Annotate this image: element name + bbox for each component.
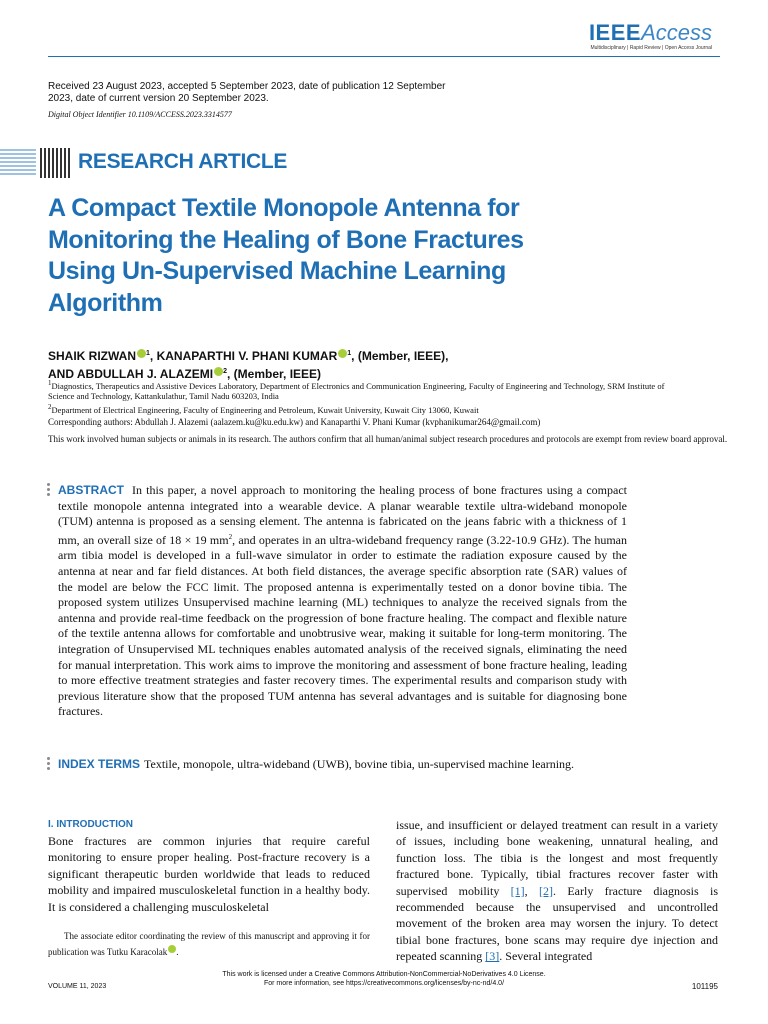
article-title: A Compact Textile Monopole Antenna for Monitoring the Healing of Bone Fractures Using Un-Supervised Machine Learning Algorithm [48,194,524,317]
section-heading: I. INTRODUCTION [48,819,133,830]
affiliation-1 [48,378,688,402]
body-text: . Early fracture diagnosis is recommended because the unsupervised and uncontrolled movement of the broken area may worsen the injury. To detect tibial bone fractures, bone scans may require dye injection and repeated scanning [396,883,718,964]
citation-link[interactable]: [1] [510,883,525,898]
orcid-icon[interactable] [214,367,223,376]
affiliation-text: Department of Electrical Engineering, Faculty of Engineering and Petroleum, Kuwait University, Kuwait City 13060, Kuwait [51,404,479,415]
received-dates: Received 23 August 2023, accepted 5 September 2023, date of publication 12 September 2023, date of current version 20 September 2023. [48,81,446,104]
license-line-2[interactable]: For more information, see https://creativecommons.org/licenses/by-nc-nd/4.0/ [263,980,505,987]
abstract-marker [47,483,50,498]
author-name: , KANAPARTHI V. PHANI KUMAR [149,349,338,363]
doi: Digital Object Identifier 10.1109/ACCESS.2023.3314577 [48,110,232,119]
affiliation-number: 1 [48,379,52,387]
affiliation-mark: 2 [223,368,228,375]
affiliation-mark: 1 [146,350,150,357]
author-role: , (Member, IEEE), [351,349,449,363]
logo-access: Access [641,20,712,45]
index-terms-text: Textile, monopole, ultra-wideband (UWB), bovine tibia, un-supervised machine learning. [144,757,575,771]
footnote-end: . [176,947,179,957]
logo-ieee: IEEE [588,20,642,45]
intro-left-column: Bone fractures are common injuries that require careful monitoring to ensure proper healing. Post-fracture recovery is a significant therapeutic burden worldwide that leads to reduced mobility and impaired musculoskeletal function in a healthy body. It is considered a challenging musculoskeletal [48,834,370,914]
affiliation-2 [48,402,688,415]
editor-footnote [48,928,370,960]
affiliation-mark: 1 [347,350,352,357]
index-terms [58,757,698,772]
index-terms-marker [47,757,50,772]
superscript: 2 [228,532,233,541]
intro-right-column [396,817,718,965]
author-list [48,346,568,382]
abstract-text-cont: , and operates in an ultra-wideband frequency range (3.22-10.9 GHz). The human arm tibia model is developed in a full-wave simulator in order to estimate the radiation exposure caused by the antenna at near and far field distances. At both field distances, the average specific absorption rate (SAR) values of the model are below the FCC limit. The proposed antenna is experimentally tested on a donor bovine tibia. The proposed system utilizes Unsupervised machine learning (ML) techniques to analyze the received signals from the antenna and provide real-time feedback on the progression of bone fracture healing. The compact and flexible nature of the textile antenna allows for comfortable and unobtrusive wear, making it suitable for long-term monitoring. The integration of Unsupervised ML techniques enables automated analysis of the received signals, eliminating the need for manual interpretation. This work aims to improve the monitoring and assessment of bone fracture healing, leading to more effective treatment strategies and faster recovery times. The experimental results and comparison study with previous literature show that the proposed TUM antenna has several advantages and is suitable for diagnosing bone fractures. [58,532,627,719]
page-number: 101195 [691,982,718,991]
abstract-label: ABSTRACT [58,483,124,497]
affiliation-text: Diagnostics, Therapeutics and Assistive Devices Laboratory, Department of Electronics and Communication Engineering, Faculty of Engineering and Technology, SRM Institute of Science and Technology, Kattankulathur, Tamil Nadu 603203, India [48,380,665,402]
author-name: AND ABDULLAH J. ALAZEMI [48,367,214,381]
affiliation-number: 2 [48,402,52,411]
license-line-1: This work is licensed under a Creative Commons Attribution-NonCommercial-NoDerivatives 4.0 License. [222,971,546,978]
article-type: RESEARCH ARTICLE [78,150,288,173]
abstract [58,483,627,720]
body-text: issue, and insufficient or delayed treatment can result in a variety of issues, including bone weakening, unnatural healing, and function loss. The tibia is the longest and most frequently fractured bone. Typically, tibial fractures recover faster with supervised mobility [396,818,718,898]
index-terms-label: INDEX TERMS [58,757,141,771]
volume-info: VOLUME 11, 2023 [48,983,107,990]
orcid-icon[interactable] [137,349,146,358]
body-text: . Several integrated [499,949,593,964]
logo-tagline: Multidisciplinary | Rapid Review | Open Access Journal [590,45,712,51]
author-name: SHAIK RIZWAN [48,349,136,363]
header-rule [48,56,720,57]
citation-separator: , [524,883,540,898]
author-role: , (Member, IEEE) [227,367,322,381]
ethics-statement: This work involved human subjects or animals in its research. The authors confirm that all human/animal subject research procedures and protocols are exempt from review board approval. [48,434,728,444]
citation-link[interactable]: [3] [485,949,500,964]
license-notice [0,970,768,988]
corresponding-authors: Corresponding authors: Abdullah J. Alazemi (aalazem.ku@ku.edu.kw) and Kanaparthi V. Phani Kumar (kvphanikumar264@gmail.com) [48,417,541,427]
citation-link[interactable]: [2] [539,883,554,898]
journal-logo [589,20,712,51]
abstract-text: In this paper, a novel approach to monitoring the healing process of bone fractures using a compact textile monopole antenna integrated into a wearable device. A planar wearable textile ultra-wideband monopole (TUM) antenna is proposed as a sensing element. The antenna is fabricated on the jeans fabric with a thickness of 1 mm, an overall size of 18 × 19 mm [58,483,627,547]
orcid-icon[interactable] [338,349,347,358]
footnote-text: The associate editor coordinating the review of this manuscript and approving it for publication was Tutku Karacolak [48,931,370,957]
affiliations [48,378,688,415]
